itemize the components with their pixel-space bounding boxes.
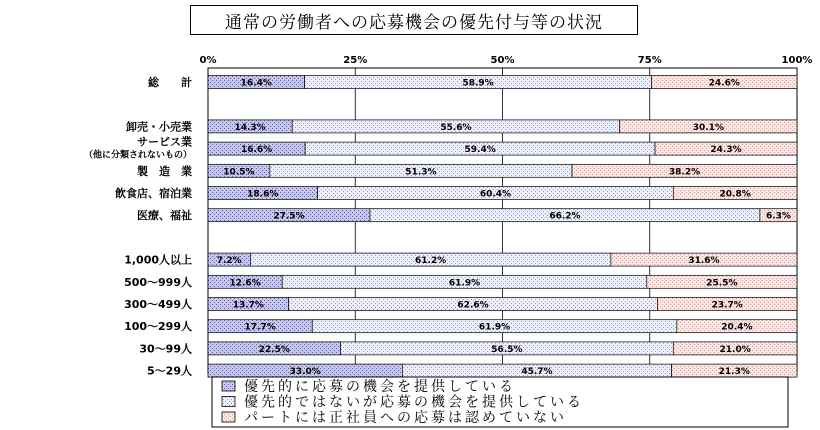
- category-label: 総 計: [148, 76, 192, 89]
- bar-value-label: 66.2%: [549, 211, 581, 222]
- bar-value-label: 6.3%: [765, 211, 791, 222]
- bar-value-label: 24.3%: [710, 145, 742, 156]
- bar-value-label: 27.5%: [273, 211, 305, 222]
- bar-value-label: 25.5%: [706, 278, 738, 289]
- bar-value-label: 56.5%: [491, 344, 523, 355]
- category-label: 500～999人: [124, 275, 192, 289]
- bar-value-label: 62.6%: [457, 300, 489, 311]
- category-label: 卸売・小売業: [126, 120, 192, 134]
- bar-value-label: 51.3%: [405, 167, 437, 178]
- x-tick-label: 0%: [199, 55, 217, 66]
- legend-label: パートには正社員への応募は認めていない: [244, 410, 567, 426]
- category-label: サービス業: [137, 135, 192, 149]
- bar-value-label: 55.6%: [440, 122, 472, 133]
- bar-value-label: 61.9%: [448, 278, 481, 289]
- bar-value-label: 30.1%: [692, 122, 724, 133]
- bar-value-label: 23.7%: [711, 300, 743, 311]
- bar-value-label: 59.4%: [464, 145, 496, 156]
- bar-value-label: 24.6%: [708, 78, 740, 89]
- legend-swatch: [222, 381, 235, 391]
- bar-value-label: 16.4%: [240, 78, 272, 89]
- bar-value-label: 22.5%: [258, 344, 290, 355]
- category-label: 100～299人: [124, 320, 192, 334]
- bar-value-label: 14.3%: [234, 122, 266, 133]
- bar-value-label: 61.2%: [415, 256, 447, 267]
- x-tick-label: 75%: [637, 55, 662, 66]
- bar-value-label: 20.8%: [719, 189, 751, 200]
- bar-value-label: 20.4%: [721, 322, 753, 333]
- category-label: 5～29人: [147, 364, 192, 378]
- legend-swatch: [222, 397, 235, 407]
- x-tick-label: 50%: [490, 55, 515, 66]
- bar-value-label: 38.2%: [668, 167, 701, 178]
- bar-value-label: 58.9%: [462, 78, 494, 89]
- x-tick-label: 100%: [781, 55, 813, 66]
- bar-value-label: 45.7%: [521, 367, 553, 378]
- category-sublabel: （他に分類されないもの）: [83, 150, 192, 161]
- bar-value-label: 7.2%: [216, 256, 242, 267]
- bar-value-label: 61.9%: [478, 322, 511, 333]
- category-label: 300～499人: [124, 298, 192, 311]
- bar-value-label: 33.0%: [289, 367, 321, 378]
- category-label: 30～99人: [139, 342, 192, 356]
- bar-value-label: 21.0%: [719, 344, 751, 355]
- bar-value-label: 10.5%: [223, 167, 255, 178]
- category-label: 製 造 業: [137, 164, 192, 178]
- bar-value-label: 17.7%: [244, 322, 276, 333]
- category-label: 1,000人以上: [124, 253, 192, 267]
- bar-value-label: 18.6%: [247, 189, 279, 200]
- legend-swatch: [222, 412, 235, 422]
- category-label: 飲食店、宿泊業: [115, 187, 192, 200]
- legend-label: 優先的に応募の機会を提供している: [244, 379, 516, 395]
- bar-value-label: 16.6%: [240, 145, 273, 156]
- bar-value-label: 60.4%: [479, 189, 512, 200]
- bar-value-label: 21.3%: [718, 367, 750, 378]
- bar-value-label: 31.6%: [688, 256, 720, 267]
- x-tick-label: 25%: [343, 55, 368, 66]
- bar-value-label: 13.7%: [232, 300, 264, 311]
- legend-label: 優先的ではないが応募の機会を提供している: [244, 394, 584, 411]
- category-label: 医療、福祉: [137, 209, 192, 223]
- bar-value-label: 12.6%: [229, 278, 261, 289]
- chart-title: 通常の労働者への応募機会の優先付与等の状況: [225, 12, 603, 33]
